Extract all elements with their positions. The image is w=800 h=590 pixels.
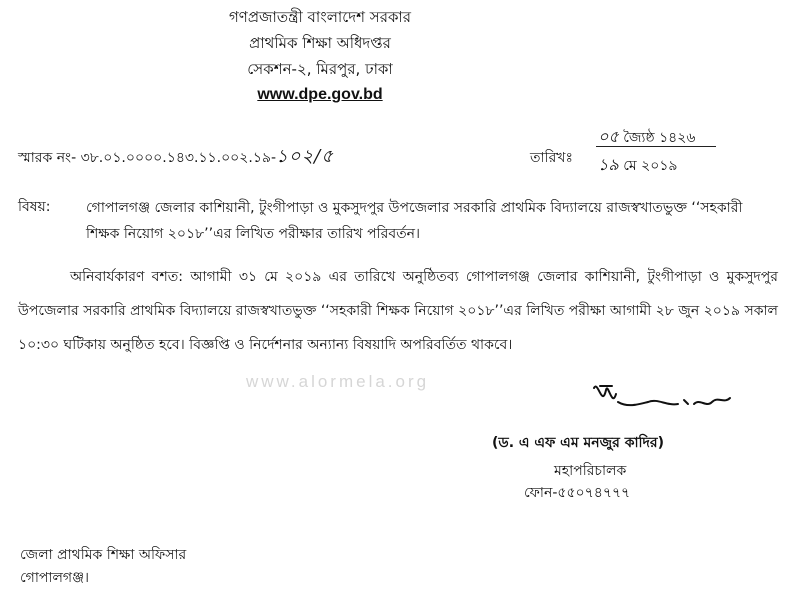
- recipient-location: গোপালগঞ্জ।: [20, 570, 90, 586]
- header-website: [0, 86, 640, 104]
- website-link[interactable]: www.dpe.gov.bd: [257, 86, 383, 103]
- date-bangla-day: ০৫: [598, 127, 619, 146]
- memo-label: স্মারক নং-: [18, 150, 77, 166]
- signatory-designation: মহাপরিচালক: [554, 463, 627, 479]
- handwritten-signature: [588, 378, 738, 418]
- date-label: তারিখঃ: [530, 150, 573, 166]
- date-divider: [596, 146, 716, 147]
- watermark: www.alormela.org: [246, 372, 430, 391]
- header-address: সেকশন-২, মিরপুর, ঢাকা: [247, 60, 393, 78]
- body-paragraph: অনিবার্যকারণ বশত: আগামী ৩১ মে ২০১৯ এর তারিখে অনুষ্ঠিতব্য গোপালগঞ্জ জেলার কাশিয়ানী, টুংগীপাড়া ও মুকসুদপুর উপজেলার সরকারি প্রাথমিক বিদ্যালয়ে রাজস্বখাতভুক্ত ‘‘সহকারী শিক্ষক নিয়োগ ২০১৮’’এর লিখিত পরীক্ষা আগামী ২৮ জুন ২০১৯ সকাল ১০:৩০ ঘটিকায় অনুষ্ঠিত হবে। বিজ্ঞপ্তি ও নির্দেশনার অন্যান্য বিষয়াদি অপরিবর্তিত থাকবে।: [18, 269, 778, 353]
- header-government: গণপ্রজাতন্ত্রী বাংলাদেশ সরকার: [228, 8, 412, 26]
- memo-number-printed: ৩৮.০১.০০০০.১৪৩.১১.০০২.১৯-: [80, 150, 277, 166]
- subject-label: বিষয়:: [18, 199, 51, 215]
- date-english: [598, 152, 678, 179]
- header-directorate: প্রাথমিক শিক্ষা অধিদপ্তর: [249, 34, 391, 52]
- signatory-phone: ফোন-৫৫০৭৪৭৭৭: [524, 485, 631, 501]
- memo-number-handwritten: ১০২/৫: [276, 146, 334, 167]
- subject-text: গোপালগঞ্জ জেলার কাশিয়ানী, টুংগীপাড়া ও মুকসুদপুর উপজেলার সরকারি প্রাথমিক বিদ্যালয়ে রাজস্বখাতভুক্ত ‘‘সহকারী শিক্ষক নিয়োগ ২০১৮’’এর লিখিত পরীক্ষার তারিখ পরিবর্তন।: [86, 200, 743, 242]
- date-bangla-rest: জ্যৈষ্ঠ ১৪২৬: [623, 130, 696, 146]
- signatory-name: (ড. এ এফ এম মনজুর কাদির): [492, 435, 665, 451]
- date-english-day: ১৯: [598, 155, 619, 174]
- date-english-rest: মে ২০১৯: [623, 158, 678, 174]
- memo-number: [18, 142, 334, 173]
- recipient-title: জেলা প্রাথমিক শিক্ষা অফিসার: [20, 547, 187, 563]
